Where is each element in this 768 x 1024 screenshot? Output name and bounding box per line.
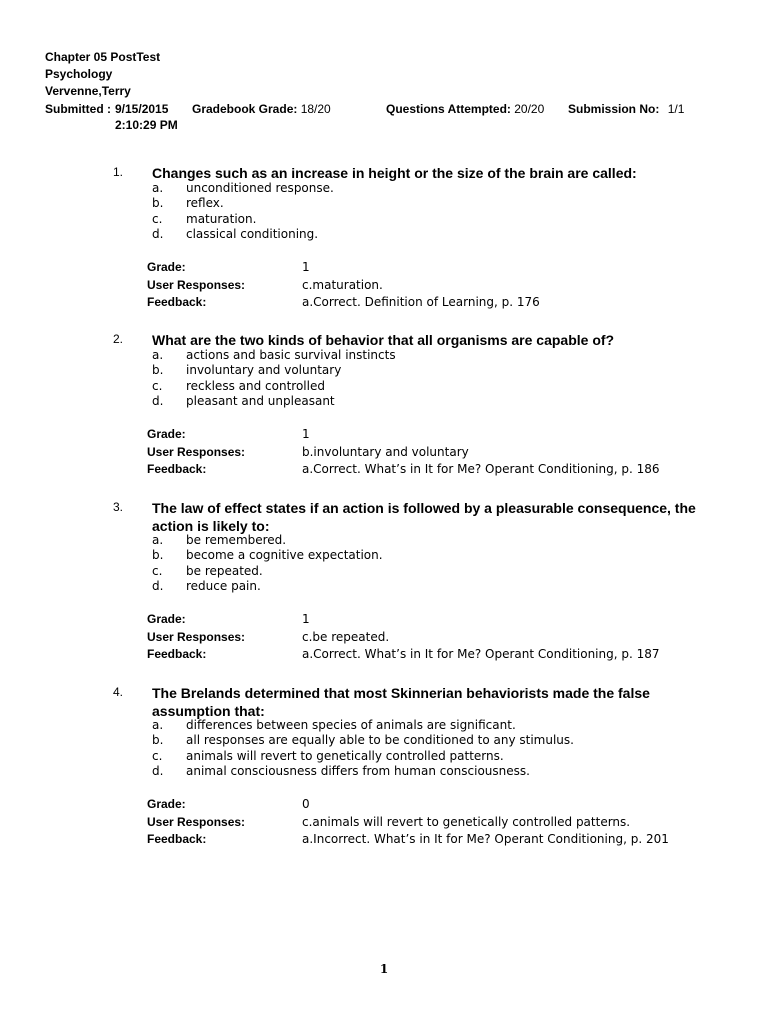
option-text: involuntary and voluntary	[186, 363, 342, 378]
grade-table	[147, 259, 540, 312]
option-text: become a cognitive expectation.	[186, 548, 383, 563]
feedback-row	[147, 294, 540, 312]
user-response-row	[147, 444, 660, 462]
option-text: differences between species of animals are significant.	[186, 718, 516, 732]
option-text: classical conditioning.	[186, 226, 319, 241]
user-response-value: c.be repeated.	[302, 629, 390, 644]
course-name: Psychology	[45, 67, 113, 81]
answer-option	[152, 363, 396, 378]
option-text: maturation.	[186, 211, 257, 226]
grade-table	[147, 426, 660, 479]
answer-option	[152, 733, 574, 748]
answer-option	[152, 181, 334, 196]
questions-attempted-value: 20/20	[514, 102, 545, 116]
option-text: actions and basic survival instincts	[186, 348, 396, 362]
user-response-value: b.involuntary and voluntary	[302, 444, 469, 459]
answer-option	[152, 196, 334, 211]
answer-option	[152, 764, 574, 779]
question-text: What are the two kinds of behavior that all organisms are capable of?	[152, 332, 615, 348]
grade-label: Grade:	[147, 427, 186, 441]
answer-option	[152, 718, 574, 733]
questions-attempted-label: Questions Attempted:	[386, 102, 511, 116]
answer-option	[152, 564, 383, 579]
option-letter: b.	[152, 363, 164, 378]
option-letter: d.	[152, 763, 164, 778]
option-text: pleasant and unpleasant	[186, 393, 335, 408]
question-text: The Brelands determined that most Skinnerian behaviorists made the false assumption that:	[152, 685, 650, 719]
option-letter: b.	[152, 548, 164, 563]
answer-option	[152, 394, 396, 409]
grade-label: Grade:	[147, 612, 186, 626]
option-text: be remembered.	[186, 533, 287, 547]
gradebook-grade	[192, 101, 331, 117]
user-response-label: User Responses:	[147, 629, 246, 644]
option-text: reckless and controlled	[186, 378, 325, 393]
feedback-label: Feedback:	[147, 832, 207, 846]
submitted-time: 2:10:29 PM	[115, 118, 178, 132]
option-text: be repeated.	[186, 563, 263, 578]
option-letter: c.	[152, 748, 163, 763]
option-letter: d.	[152, 393, 164, 408]
option-letter: d.	[152, 226, 164, 241]
grade-label: Grade:	[147, 797, 186, 811]
answer-options	[152, 181, 334, 242]
submitted-date: 9/15/2015	[115, 102, 169, 116]
question-number: 1.	[113, 165, 124, 179]
answer-option	[152, 548, 383, 563]
user-response-row	[147, 277, 540, 295]
option-text: all responses are equally able to be conditioned to any stimulus.	[186, 733, 574, 748]
option-letter: c.	[152, 563, 163, 578]
grade-table	[147, 796, 669, 849]
answer-option	[152, 749, 574, 764]
answer-option	[152, 212, 334, 227]
option-letter: a.	[152, 181, 164, 195]
feedback-row	[147, 461, 660, 479]
option-letter: c.	[152, 378, 163, 393]
question-number: 3.	[113, 500, 124, 514]
user-response-row	[147, 814, 669, 832]
grade-value: 1	[302, 612, 310, 626]
grade-label: Grade:	[147, 260, 186, 274]
feedback-label: Feedback:	[147, 462, 207, 476]
grade-value: 0	[302, 797, 310, 811]
grade-table	[147, 611, 660, 664]
student-name: Vervenne,Terry	[45, 84, 131, 98]
grade-row	[147, 426, 660, 444]
user-response-label: User Responses:	[147, 814, 246, 829]
option-letter: d.	[152, 578, 164, 593]
grade-row	[147, 259, 540, 277]
feedback-value: a.Correct. What’s in It for Me? Operant Conditioning, p. 187	[302, 647, 660, 661]
feedback-label: Feedback:	[147, 647, 207, 661]
option-letter: c.	[152, 211, 163, 226]
question-text: Changes such as an increase in height or the size of the brain are called:	[152, 165, 637, 181]
submission-number	[568, 101, 684, 117]
answer-options	[152, 348, 396, 409]
user-response-value: c.animals will revert to genetically controlled patterns.	[302, 814, 631, 829]
user-response-label: User Responses:	[147, 277, 246, 292]
option-letter: b.	[152, 733, 164, 748]
page-number: 1	[379, 962, 389, 976]
option-text: animals will revert to genetically controlled patterns.	[186, 748, 504, 763]
gradebook-grade-label: Gradebook Grade:	[192, 102, 298, 116]
feedback-value: a.Correct. What’s in It for Me? Operant Conditioning, p. 186	[302, 462, 660, 476]
question-number: 4.	[113, 685, 124, 699]
option-text: reduce pain.	[186, 578, 261, 593]
chapter-title: Chapter 05 PostTest	[45, 50, 161, 64]
option-letter: a.	[152, 348, 164, 362]
option-letter: a.	[152, 718, 164, 732]
question-text: The law of effect states if an action is followed by a pleasurable consequence, the action is likely to:	[152, 500, 696, 534]
feedback-label: Feedback:	[147, 295, 207, 309]
user-response-value: c.maturation.	[302, 277, 383, 292]
option-letter: a.	[152, 533, 164, 547]
answer-options	[152, 718, 574, 779]
questions-attempted	[386, 101, 544, 117]
question-number: 2.	[113, 332, 124, 346]
answer-option	[152, 227, 334, 242]
feedback-value: a.Correct. Definition of Learning, p. 176	[302, 295, 540, 309]
feedback-row	[147, 646, 660, 664]
user-response-row	[147, 629, 660, 647]
option-text: reflex.	[186, 196, 224, 211]
submission-number-label: Submission No:	[568, 102, 660, 116]
option-letter: b.	[152, 196, 164, 211]
submission-number-value: 1/1	[667, 102, 685, 116]
grade-value: 1	[302, 427, 310, 441]
answer-option	[152, 348, 396, 363]
feedback-value: a.Incorrect. What’s in It for Me? Operant Conditioning, p. 201	[302, 832, 669, 846]
grade-value: 1	[302, 260, 310, 274]
submitted-label: Submitted :	[45, 102, 111, 116]
option-text: unconditioned response.	[186, 181, 334, 195]
gradebook-grade-value: 18/20	[300, 102, 331, 116]
answer-option	[152, 379, 396, 394]
answer-option	[152, 579, 383, 594]
feedback-row	[147, 831, 669, 849]
option-text: animal consciousness differs from human consciousness.	[186, 763, 530, 778]
answer-options	[152, 533, 383, 594]
grade-row	[147, 611, 660, 629]
grade-row	[147, 796, 669, 814]
answer-option	[152, 533, 383, 548]
user-response-label: User Responses:	[147, 444, 246, 459]
